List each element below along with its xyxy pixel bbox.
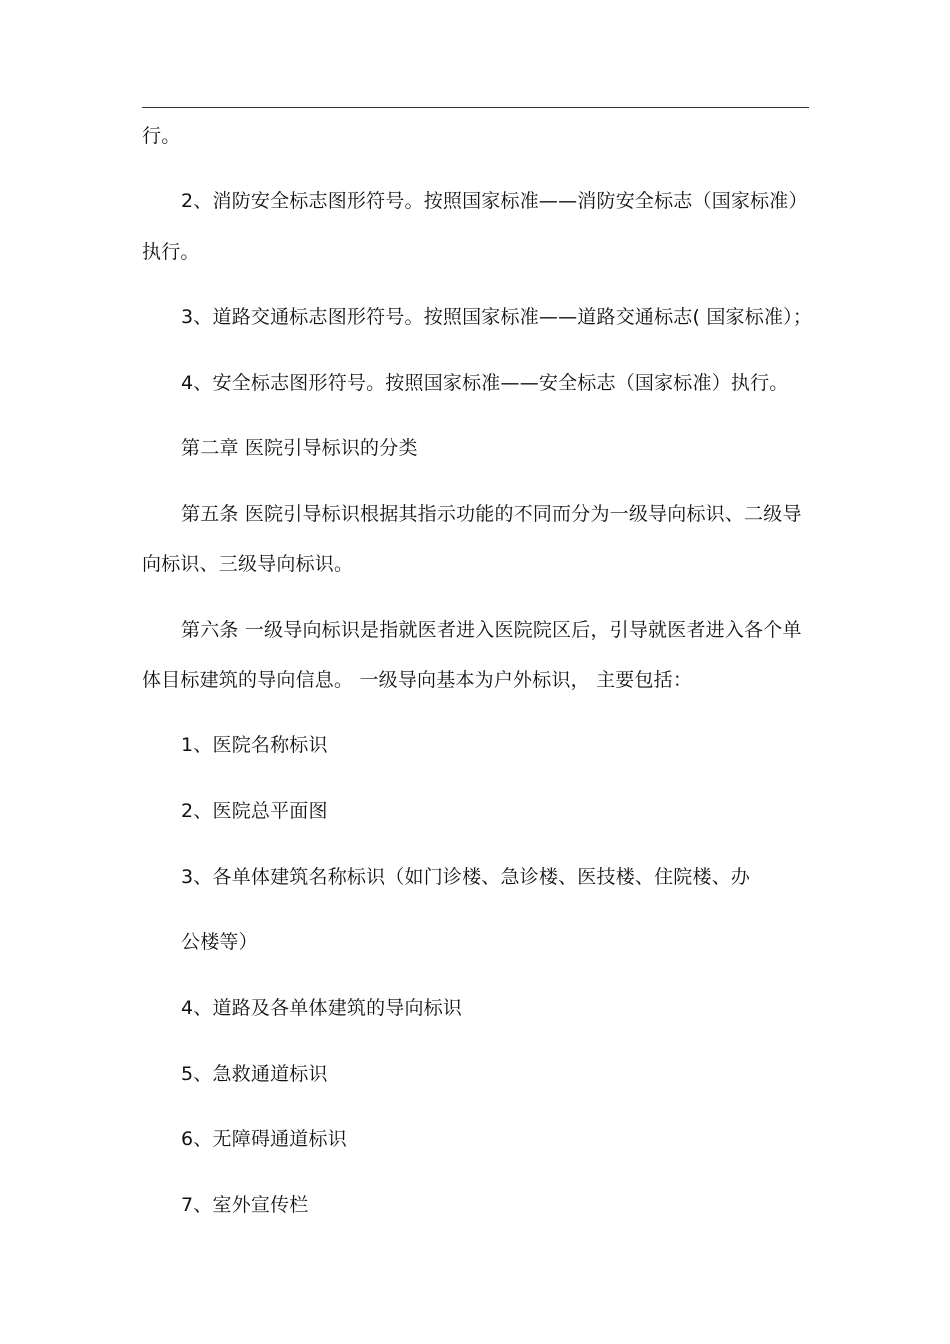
text-line: 3、道路交通标志图形符号。按照国家标准——道路交通标志( 国家标准）；: [181, 306, 813, 328]
list-item: 2、医院总平面图: [181, 800, 328, 822]
chapter-heading: 第二章 医院引导标识的分类: [181, 437, 418, 459]
list-item: 1、医院名称标识: [181, 734, 328, 756]
list-item: 7、室外宣传栏: [181, 1194, 309, 1216]
text-line: 第五条 医院引导标识根据其指示功能的不同而分为一级导向标识、二级导: [181, 503, 802, 525]
text-line: 第六条 一级导向标识是指就医者进入医院院区后，引导就医者进入各个单: [181, 619, 802, 641]
list-item: 公楼等）: [181, 931, 258, 953]
text-line: 行。: [142, 125, 181, 147]
text-line: 体目标建筑的导向信息。 一级导向基本为户外标识， 主要包括：: [142, 669, 693, 691]
list-item: 4、道路及各单体建筑的导向标识: [181, 997, 463, 1019]
list-item: 6、无障碍通道标识: [181, 1128, 347, 1150]
header-rule: [142, 107, 809, 108]
text-line: 向标识、三级导向标识。: [142, 553, 354, 575]
text-line: 执行。: [142, 241, 200, 263]
text-line: 2、消防安全标志图形符号。按照国家标准——消防安全标志（国家标准）: [181, 190, 808, 212]
list-item: 5、急救通道标识: [181, 1063, 328, 1085]
text-line: 4、安全标志图形符号。按照国家标准——安全标志（国家标准）执行。: [181, 372, 789, 394]
list-item: 3、各单体建筑名称标识（如门诊楼、急诊楼、医技楼、住院楼、办: [181, 866, 751, 888]
